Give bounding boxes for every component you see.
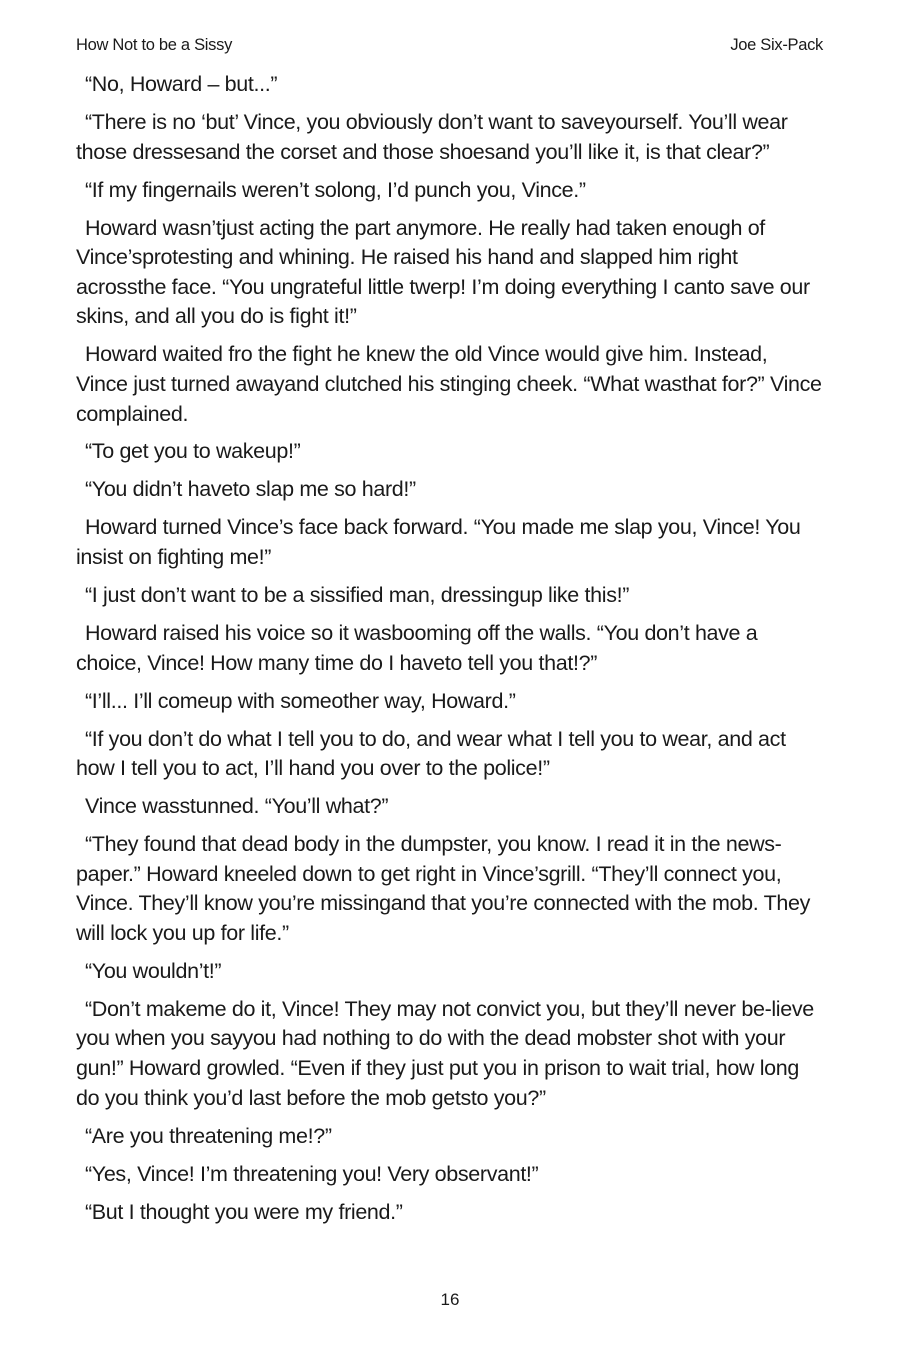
paragraph: “But I thought you were my friend.” [85, 1199, 403, 1224]
paragraph: “They found that dead body in the dumpster, you know. I read it in the news-paper.” Howard kneeled down to get right in Vince’sgrill. “They’ll connect you, Vince. They’ll know you’re missingand that you’re connected with the mob. They will lock you up for life.” [76, 832, 810, 945]
paragraph: Howard wasn’tjust acting the part anymore. He really had taken enough of Vince’sprotesting and whining. He raised his hand and slapped him right acrossthe face. “You ungrateful little twerp! I’m doing everything I canto save our skins, and all you do is fight it!” [76, 215, 810, 329]
paragraph: “No, Howard – but...” [85, 72, 278, 96]
paragraph: “Are you threatening me!?” [85, 1123, 332, 1148]
paragraph: Vince wasstunned. “You’ll what?” [85, 794, 389, 819]
paragraph: “There is no ‘but’ Vince, you obviously don’t want to saveyourself. You’ll wear those dressesand the corset and those shoesand you’ll like it, is that clear?” [76, 109, 788, 164]
paragraph: “I just don’t want to be a sissified man, dressingup like this!” [85, 583, 630, 608]
paragraph: Howard turned Vince’s face back forward. “You made me slap you, Vince! You insist on fighting me!” [76, 515, 801, 570]
paragraph: “If my fingernails weren’t solong, I’d punch you, Vince.” [85, 177, 586, 202]
book-title: How Not to be a Sissy [76, 36, 233, 54]
paragraph: “To get you to wakeup!” [85, 439, 301, 464]
paragraph: “I’ll... I’ll comeup with someother way, Howard.” [85, 688, 516, 713]
paragraph: Howard waited fro the fight he knew the old Vince would give him. Instead, Vince just turned awayand clutched his stinging cheek. “What wasthat for?” Vince complained. [76, 342, 822, 426]
paragraph: “You didn’t haveto slap me so hard!” [85, 477, 416, 502]
author-name: Joe Six-Pack [730, 36, 823, 54]
paragraph: “If you don’t do what I tell you to do, and wear what I tell you to wear, and act how I tell you to act, I’ll hand you over to the police!” [76, 726, 786, 781]
page-number: 16 [440, 1290, 460, 1309]
body-text [76, 70, 824, 1236]
page-header [76, 36, 823, 56]
paragraph: “Don’t makeme do it, Vince! They may not convict you, but they’ll never be-lieve you when you sayyou had nothing to do with the dead mobster shot with your gun!” Howard growled. “Even if they just put you in prison to wait trial, how long do you think you’d last before the mob getsto you?” [76, 996, 814, 1110]
paragraph: “Yes, Vince! I’m threatening you! Very observant!” [85, 1161, 539, 1186]
paragraph: Howard raised his voice so it wasbooming off the walls. “You don’t have a choice, Vince! How many time do I haveto tell you that!?” [76, 621, 758, 675]
paragraph: “You wouldn’t!” [85, 958, 222, 983]
